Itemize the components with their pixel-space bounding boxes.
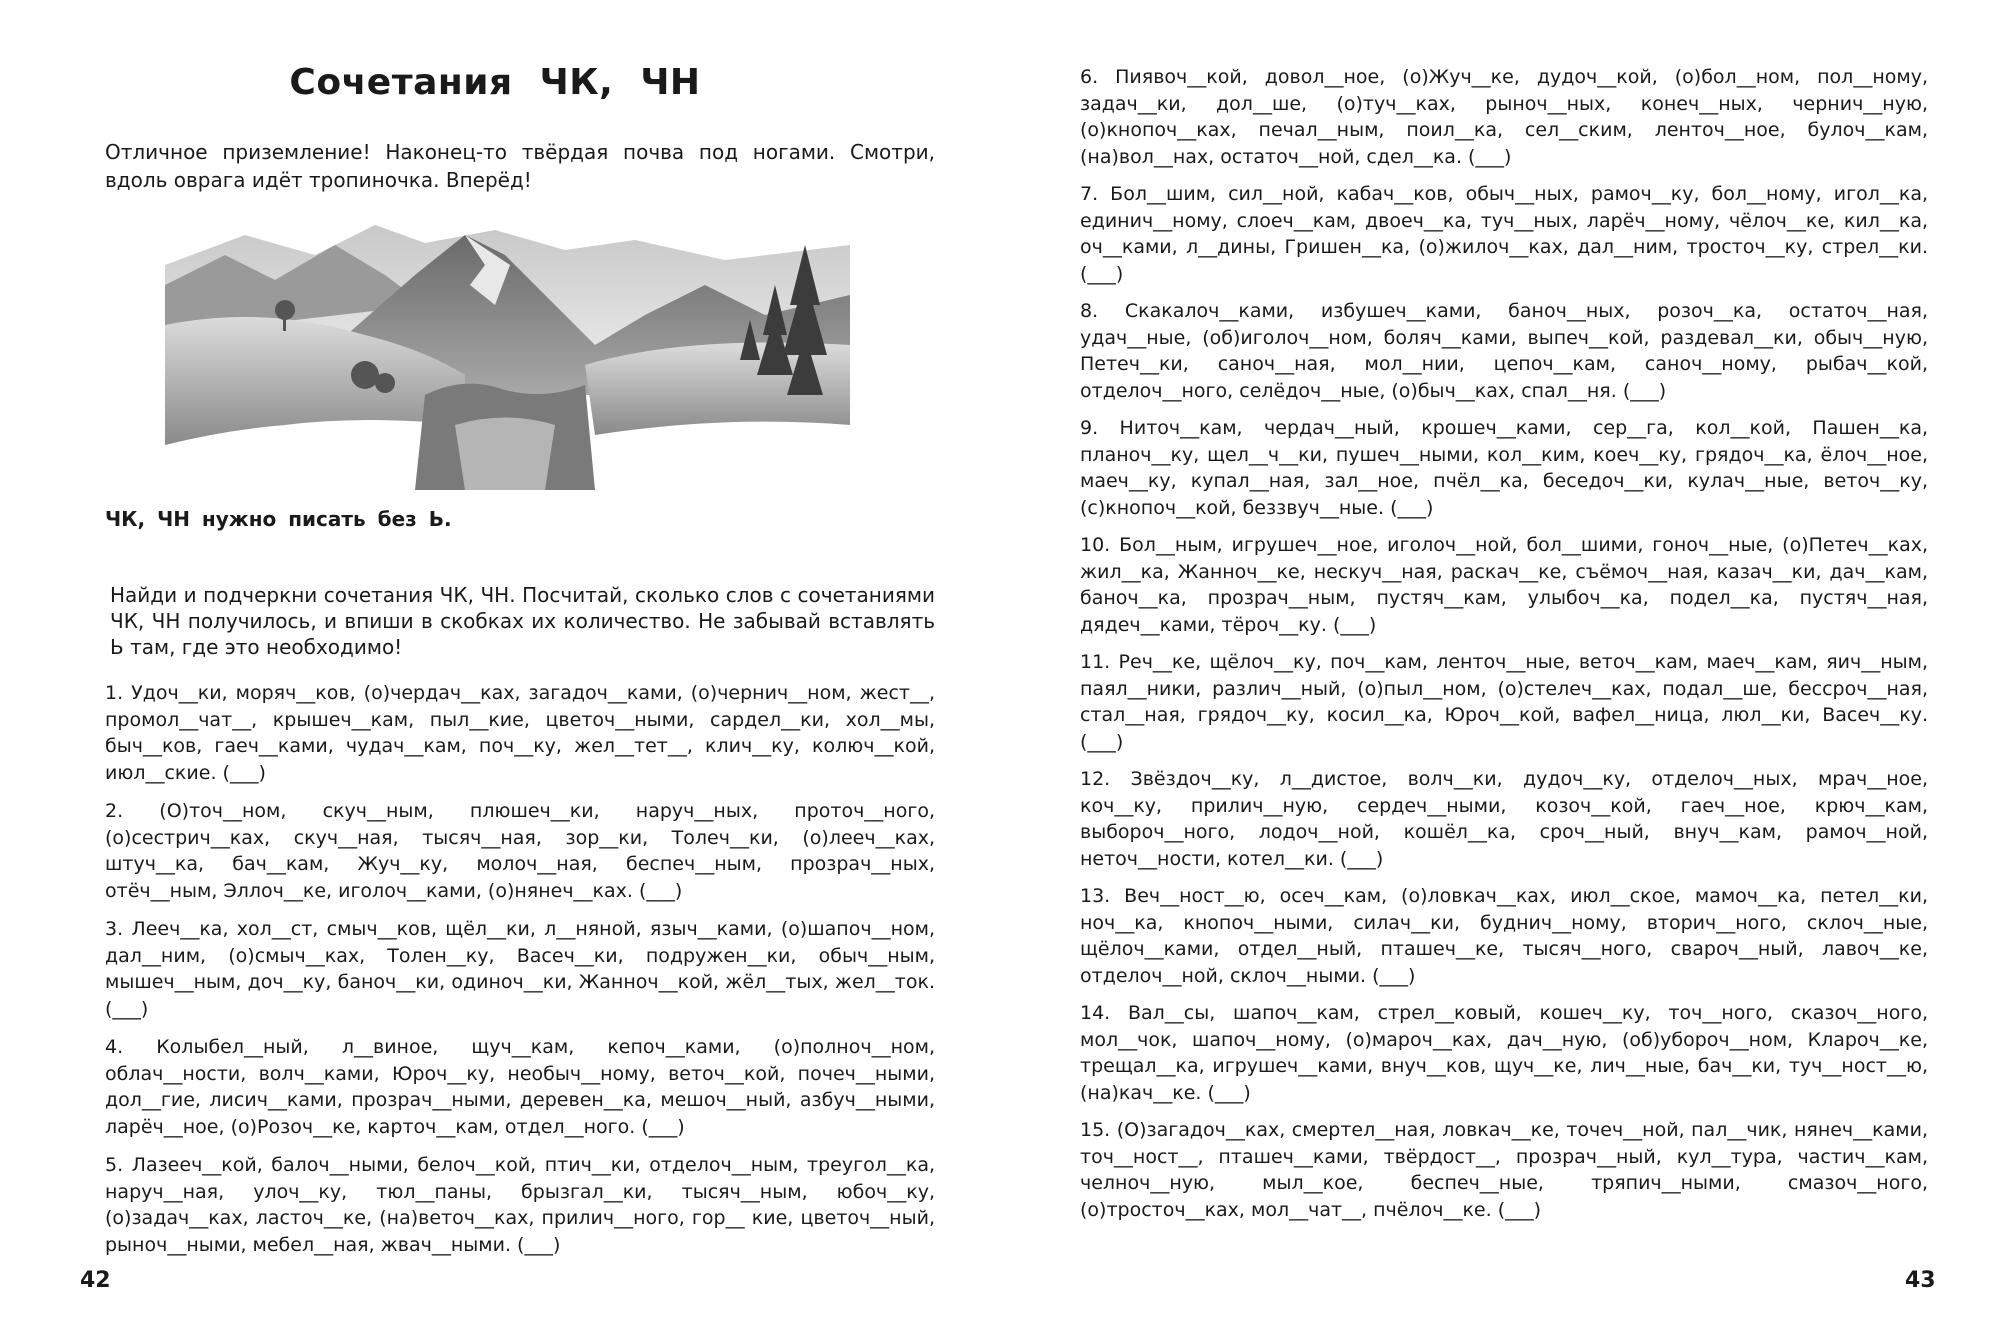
exercise-2: 2. (О)точ__ном, скуч__ным, плюшеч__ки, наруч__ных, проточ__ного, (о)сестрич__ках, скуч__ная, тысяч__ная, зор__ки, Толеч__ки, (о)лееч__ках, штуч__ка, бач__кам, Жуч__ку, молоч__ная, беспеч__ным, прозрач__ных, отёч__ным, Эллоч__ке, иголоч__ками, (о)нянеч__ках. (___) [105, 800, 935, 902]
exercise-6: 6. Пиявоч__кой, довол__ное, (о)Жуч__ке, дудоч__кой, (о)бол__ном, пол__ному, задач__ки, дол__ше, (о)туч__ках, рыноч__ных, конеч__ных, чернич__ную, (о)кнопоч__ках, печал__ным, поил__ка, сел__ским, ленточ__ное, булоч__кам, (на)вол__нах, остаточ__ной, сдел__ка. (___) [1080, 66, 1928, 168]
rule-text: ЧК, ЧН нужно писать без Ь. [105, 507, 452, 531]
exercise-8: 8. Скакалоч__ками, избушеч__ками, баноч__ных, розоч__ка, остаточ__ная, удач__ные, (об)иголоч__ном, боляч__ками, выпеч__кой, раздевал__ки, обыч__ную, Петеч__ки, саноч__ная, мол__нии, цепоч__кам, саноч__ному, рыбач__кой, отделоч__ного, селёдоч__ные, (о)быч__ках, спал__ня. (___) [1080, 300, 1928, 402]
page-number-left: 42 [80, 1268, 111, 1293]
exercise-15: 15. (О)загадоч__ках, смертел__ная, ловкач__ке, точеч__ной, пал__чик, нянеч__ками, точ__ност__, пташеч__ками, твёрдост__, прозрач__ный, кул__тура, частич__кам, челноч__ную, мыл__кое, беспеч__ные, тряпич__ными, смазоч__ного, (о)тросточ__ках, мол__чат__, пчёлоч__ке. (___) [1080, 1119, 1928, 1221]
exercise-list-right [1080, 64, 1928, 1234]
exercise-10: 10. Бол__ным, игрушеч__ное, иголоч__ной, бол__шими, гоноч__ные, (о)Петеч__ках, жил__ка, Жанноч__ке, нескуч__ная, раскач__ке, съёмоч__ная, казач__ки, дач__кам, баноч__ка, прозрач__ным, пустяч__кам, улыбоч__ка, подел__ка, пустяч__ная, дядеч__ками, тёроч__ку. (___) [1080, 534, 1928, 636]
exercise-13: 13. Веч__ност__ю, осеч__кам, (о)ловкач__ках, июл__ское, мамоч__ка, петел__ки, ноч__ка, кнопоч__ными, силач__ки, буднич__ному, вторич__ного, склоч__ные, щёлоч__ками, отдел__ный, пташеч__ке, тысяч__ного, свароч__ный, лавоч__ке, отделоч__ной, склоч__ными. (___) [1080, 885, 1928, 987]
page-title: Сочетания ЧК, ЧН [289, 62, 701, 103]
exercise-list-left [105, 680, 935, 1270]
right-page [1000, 0, 2000, 1334]
exercise-4: 4. Колыбел__ный, л__виное, щуч__кам, кепоч__ками, (о)полноч__ном, облач__ности, волч__ками, Юроч__ку, необыч__ному, веточ__кой, почеч__ными, дол__гие, лисич__ками, прозрач__ными, деревен__ка, мешоч__ный, азбуч__ными, ларёч__ное, (о)Розоч__ке, карточ__кам, отдел__ного. (___) [105, 1036, 935, 1138]
exercise-14: 14. Вал__сы, шапоч__кам, стрел__ковый, кошеч__ку, точ__ного, сказоч__ного, мол__чок, шапоч__ному, (о)мароч__ках, дач__ную, (об)убороч__ном, Клароч__ке, трещал__ка, игрушеч__ками, внуч__ков, щуч__ке, лич__ные, бач__ки, туч__ност__ю, (на)кач__ке. (___) [1080, 1002, 1928, 1104]
exercise-11: 11. Реч__ке, щёлоч__ку, поч__кам, ленточ__ные, веточ__кам, маеч__кам, яич__ным, паял__ники, различ__ный, (о)пыл__ном, (о)стелеч__ках, подал__ше, бессроч__ная, стал__ная, грядоч__ку, косил__ка, Юроч__кой, вафел__ница, люл__ки, Васеч__ку. (___) [1080, 651, 1928, 753]
task-instructions: Найди и подчеркни сочетания ЧК, ЧН. Посчитай, сколько слов с сочетаниями ЧК, ЧН получилось, и впиши в скобках их количество. Не забывай вставлять Ь там, где это необходимо! [110, 583, 935, 659]
exercise-1: 1. Удоч__ки, моряч__ков, (о)чердач__ках, загадоч__ками, (о)чернич__ном, жест__, промол__чат__, крышеч__кам, пыл__кие, цветоч__ными, сардел__ки, хол__мы, быч__ков, гаеч__ками, чудач__кам, поч__ку, жел__тет__, клич__ку, колюч__кой, июл__ские. (___) [105, 682, 935, 784]
exercise-9: 9. Ниточ__кам, чердач__ный, крошеч__ками, сер__га, кол__кой, Пашен__ка, планоч__ку, щел__ч__ки, пушеч__ными, кол__ким, коеч__ку, грядоч__ка, ёлоч__ное, маеч__ку, купал__ная, зал__ное, пчёл__ка, беседоч__ки, кулач__ные, веточ__ку, (с)кнопоч__кой, беззвуч__ные. (___) [1080, 417, 1928, 519]
page-number-right: 43 [1905, 1268, 1936, 1293]
exercise-5: 5. Лазееч__кой, балоч__ными, белоч__кой, птич__ки, отделоч__ным, треугол__ка, наруч__ная, улоч__ку, тюл__паны, брызгал__ки, тысяч__ным, юбоч__ку, (о)задач__ках, ласточ__ке, (на)веточ__ках, прилич__ного, гор__ кие, цветоч__ный, рыноч__ными, мебел__ная, жвач__ными. (___) [105, 1154, 935, 1256]
exercise-12: 12. Звёздоч__ку, л__дистое, волч__ки, дудоч__ку, отделоч__ных, мрач__ное, коч__ку, прилич__ную, сердеч__ными, козоч__кой, гаеч__ное, крюч__кам, выбороч__ного, лодоч__ной, кошёл__ка, сроч__ный, внуч__кам, рамоч__ной, неточ__ности, котел__ки. (___) [1080, 768, 1928, 870]
exercise-3: 3. Лееч__ка, хол__ст, смыч__ков, щёл__ки, л__няной, языч__ками, (о)шапоч__ном, дал__ним, (о)смыч__ках, Толен__ку, Васеч__ки, подружен__ки, обыч__ным, мышеч__ным, доч__ку, баноч__ки, одиноч__ки, Жанноч__кой, жёл__тых, жел__ток. (___) [105, 918, 935, 1020]
intro-text: Отличное приземление! Наконец-то твёрдая почва под ногами. Смотри, вдоль оврага идёт тропиночка. Вперёд! [105, 140, 935, 192]
exercise-7: 7. Бол__шим, сил__ной, кабач__ков, обыч__ных, рамоч__ку, бол__ному, игол__ка, единич__ному, слоеч__кам, двоеч__ка, туч__ных, ларёч__ному, чёлоч__ке, кил__ка, оч__ками, л__дины, Гришен__ка, (о)жилоч__ках, дал__ним, тросточ__ку, стрел__ки. (___) [1080, 183, 1928, 285]
mountain-illustration [165, 225, 850, 490]
